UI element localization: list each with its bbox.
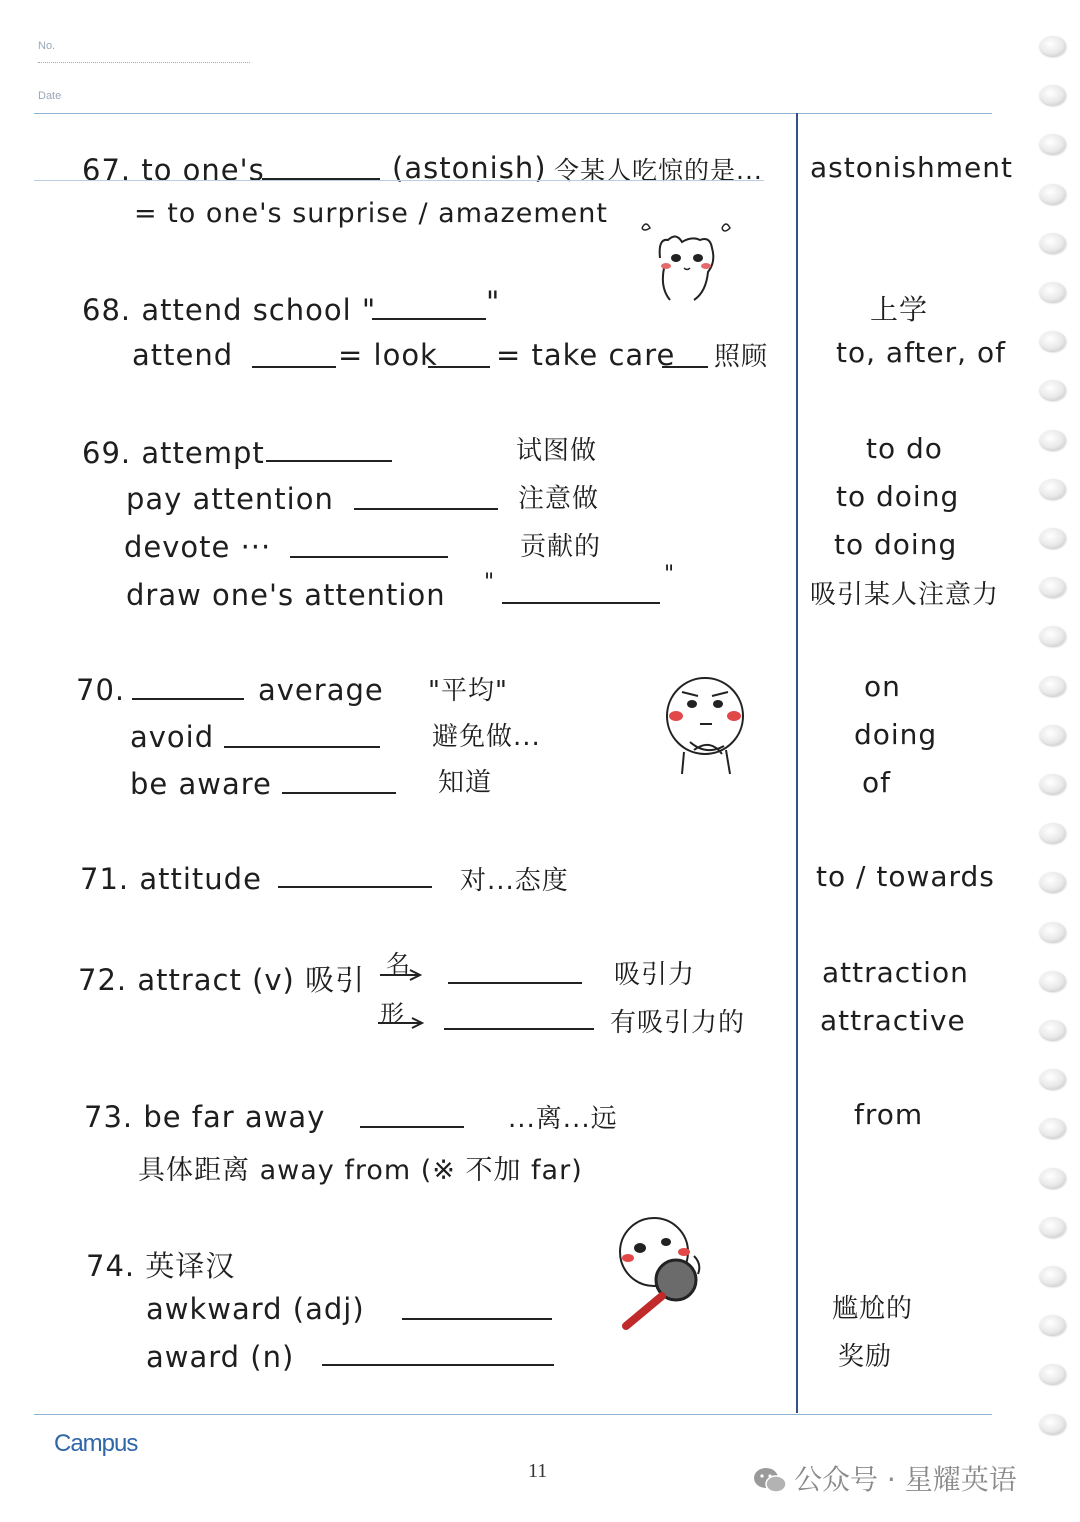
entry-68-take-care: = take care: [496, 338, 676, 372]
binder-ring: [1040, 282, 1066, 302]
answer-68-1: 上学: [870, 293, 929, 326]
entry-71-line-1: 71. attitude: [80, 862, 262, 896]
entry-72-adj-label: 形: [380, 1000, 405, 1028]
binder-ring: [1040, 184, 1066, 204]
entry-70-zh-3: 知道: [438, 768, 493, 798]
answer-70-1: on: [864, 670, 901, 703]
entry-69-blank-3: [290, 556, 448, 558]
binder-ring: [1040, 872, 1066, 892]
binder-ring: [1040, 134, 1066, 154]
entry-69-zh-1: 试图做: [516, 436, 598, 466]
entry-71-chinese: 对...态度: [460, 866, 569, 896]
binder-ring: [1040, 1266, 1066, 1286]
answer-67: astonishment: [810, 151, 1013, 184]
campus-logo: Campus: [54, 1430, 138, 1457]
entry-69-zh-3: 贡献的: [520, 532, 602, 562]
watermark-text: 公众号 · 星耀英语: [794, 1463, 1017, 1496]
binder-ring: [1040, 971, 1066, 991]
entry-69-line-3: devote ···: [124, 530, 272, 564]
binder-ring: [1040, 380, 1066, 400]
binder-ring: [1040, 430, 1066, 450]
binder-ring: [1040, 1020, 1066, 1040]
magnifier-face-doodle-icon: [612, 1216, 708, 1330]
answer-column-divider: [796, 113, 798, 1413]
binder-ring: [1040, 922, 1066, 942]
entry-68-blank-2: [252, 366, 336, 368]
date-label: Date: [38, 90, 62, 102]
entry-68-blank-4: [662, 366, 708, 368]
entry-73-line-2: 具体距离 away from (※ 不加 far): [138, 1155, 583, 1186]
answer-72-1: attraction: [822, 956, 969, 989]
binder-ring: [1040, 1118, 1066, 1138]
answer-69-1: to do: [866, 432, 943, 465]
binder-ring: [1040, 233, 1066, 253]
wechat-icon: [752, 1466, 788, 1496]
entry-68-prompt: 68. attend school ": [82, 293, 377, 327]
answer-69-3: to doing: [834, 528, 958, 561]
binder-ring: [1040, 85, 1066, 105]
entry-72-zh-2: 有吸引力的: [610, 1008, 746, 1038]
binder-ring: [1040, 725, 1066, 745]
binder-ring: [1040, 676, 1066, 696]
entry-73-chinese: ...离...远: [508, 1104, 618, 1134]
entry-68-blank-3: [428, 366, 490, 368]
no-label: No.: [38, 40, 56, 52]
entry-69-line-2: pay attention: [126, 482, 334, 516]
entry-68-quote-end: ": [486, 285, 501, 319]
answer-68-2: to, after, of: [836, 336, 1006, 369]
watermark: [752, 1458, 1017, 1498]
answer-74-2: 奖励: [838, 1342, 893, 1372]
binder-ring: [1040, 1414, 1066, 1434]
entry-70-blank-1: [132, 698, 244, 700]
entry-69-line-4: draw one's attention: [126, 578, 446, 612]
binder-ring: [1040, 331, 1066, 351]
entry-68-blank-1: [372, 318, 486, 320]
entry-69-line-1: 69. attempt: [82, 436, 265, 470]
entry-72-blank-1: [448, 982, 582, 984]
entry-68-attend: attend: [132, 338, 234, 372]
entry-73-blank: [360, 1126, 464, 1128]
binder-ring: [1040, 577, 1066, 597]
answer-70-2: doing: [854, 718, 938, 751]
entry-74-blank-2: [322, 1364, 554, 1366]
cat-doodle-icon: [636, 218, 736, 308]
entry-74-line-2: award (n): [146, 1340, 295, 1374]
entry-70-line-2: avoid: [130, 720, 215, 754]
arrow-right-icon: [378, 968, 424, 982]
entry-70-zh-2: 避免做...: [432, 722, 541, 752]
bottom-rule: [34, 1414, 992, 1415]
page-number: 11: [528, 1460, 548, 1482]
binder-ring: [1040, 1315, 1066, 1335]
entry-69-blank-1: [266, 460, 392, 462]
entry-69-blank-2: [354, 508, 498, 510]
entry-67-synonym: = to one's surprise / amazement: [134, 198, 608, 229]
entry-73-line-1: 73. be far away: [84, 1100, 326, 1134]
answer-69-4: 吸引某人注意力: [810, 580, 1000, 610]
answer-74-1: 尴尬的: [832, 1294, 914, 1324]
entry-74-title: 74. 英译汉: [86, 1249, 236, 1283]
entry-72-noun-label: 名: [386, 950, 411, 978]
entry-70-number: 70.: [76, 673, 126, 707]
entry-74-line-1: awkward (adj): [146, 1292, 365, 1326]
entry-70-zh-1: "平均": [428, 676, 508, 706]
answer-70-3: of: [862, 766, 891, 799]
top-rule: [34, 113, 992, 114]
binder-ring: [1040, 1069, 1066, 1089]
entry-72-line-1: 72. attract (v) 吸引: [78, 963, 366, 997]
arrow-right-icon: [376, 1016, 426, 1030]
binder-ring: [1040, 823, 1066, 843]
entry-67-prompt: 67. to one's: [82, 153, 265, 187]
answer-71: to / towards: [816, 860, 995, 893]
binder-ring: [1040, 1364, 1066, 1384]
entry-74-blank-1: [402, 1318, 552, 1320]
entry-70-line-3: be aware: [130, 767, 272, 801]
entry-70-line-1: average: [258, 673, 384, 707]
no-dotted-line: [38, 62, 250, 63]
binder-ring: [1040, 626, 1066, 646]
entry-69-blank-4: [502, 602, 660, 604]
entry-69-zh-2: 注意做: [518, 484, 600, 514]
binder-ring: [1040, 479, 1066, 499]
entry-71-blank: [278, 886, 432, 888]
entry-68-look: = look: [338, 338, 438, 372]
answer-69-2: to doing: [836, 480, 960, 513]
entry-68-chinese: 照顾: [714, 342, 769, 372]
entry-72-blank-2: [444, 1028, 594, 1030]
answer-73: from: [854, 1098, 924, 1131]
thinking-face-doodle-icon: [660, 676, 752, 780]
entry-72-zh-1: 吸引力: [614, 960, 696, 990]
entry-70-blank-2: [224, 746, 380, 748]
binder-ring: [1040, 36, 1066, 56]
binder-ring: [1040, 774, 1066, 794]
entry-70-blank-3: [282, 792, 396, 794]
entry-67-hint: (astonish): [392, 151, 547, 185]
entry-67-baseline: [34, 180, 764, 181]
binder-ring: [1040, 528, 1066, 548]
answer-72-2: attractive: [820, 1004, 966, 1037]
entry-67-chinese: 令某人吃惊的是...: [554, 156, 763, 185]
binder-ring: [1040, 1168, 1066, 1188]
binder-ring: [1040, 1217, 1066, 1237]
